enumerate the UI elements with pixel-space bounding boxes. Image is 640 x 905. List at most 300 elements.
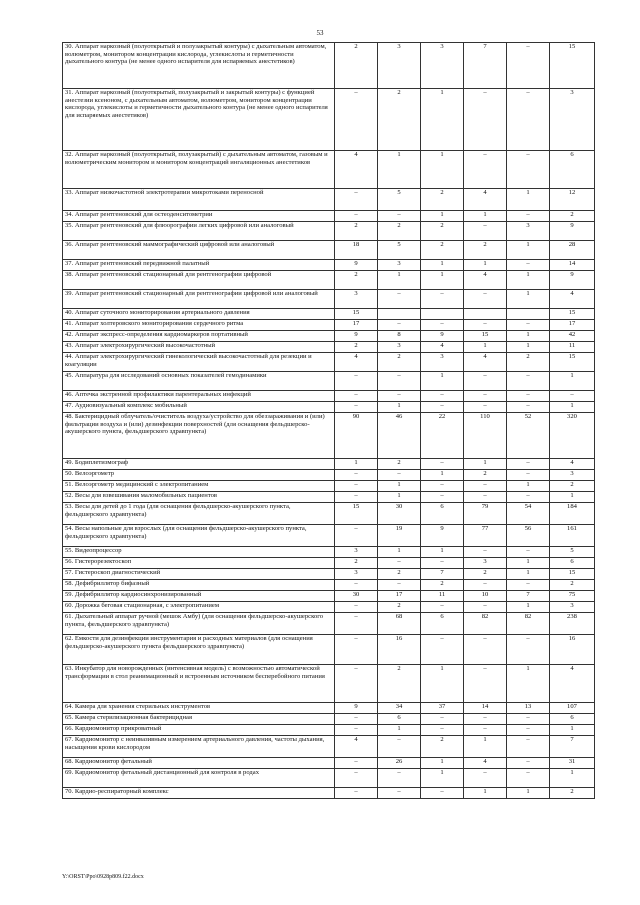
item-name: Аппарат рентгеновский стационарный для рентгенографии цифровой bbox=[74, 271, 272, 278]
quantity-cell: 2 bbox=[421, 241, 464, 260]
quantity-cell: 26 bbox=[378, 758, 421, 769]
quantity-cell: – bbox=[335, 714, 378, 725]
total-cell: 16 bbox=[550, 635, 595, 665]
item-name-cell bbox=[63, 569, 335, 580]
quantity-cell: 1 bbox=[507, 241, 550, 260]
item-name: Аппарат рентгеновский стационарный для рентгенографии цифровой или аналоговый bbox=[74, 290, 318, 297]
item-name: Весы для детей до 1 года (для оснащения фельдшерско-акушерского пункта, фельдшерского здравпункта) bbox=[65, 503, 291, 518]
quantity-cell: 4 bbox=[335, 151, 378, 189]
quantity-cell: – bbox=[335, 525, 378, 547]
quantity-cell: 82 bbox=[507, 613, 550, 635]
quantity-cell: 1 bbox=[421, 758, 464, 769]
quantity-cell: 54 bbox=[507, 503, 550, 525]
item-name-cell bbox=[63, 602, 335, 613]
table-row bbox=[63, 260, 595, 271]
quantity-cell: 1 bbox=[464, 788, 507, 799]
item-name-cell bbox=[63, 309, 335, 320]
total-cell: 5 bbox=[550, 547, 595, 558]
table-row bbox=[63, 492, 595, 503]
quantity-cell: – bbox=[421, 492, 464, 503]
item-name-cell bbox=[63, 342, 335, 353]
item-name-cell bbox=[63, 580, 335, 591]
quantity-cell: – bbox=[335, 788, 378, 799]
item-number: 68. bbox=[65, 758, 74, 765]
total-cell: 3 bbox=[550, 89, 595, 151]
item-name-cell bbox=[63, 769, 335, 788]
quantity-cell: – bbox=[507, 769, 550, 788]
quantity-cell: – bbox=[335, 402, 378, 413]
quantity-cell: 9 bbox=[421, 525, 464, 547]
item-name-cell bbox=[63, 353, 335, 372]
item-number: 50. bbox=[65, 470, 74, 477]
quantity-cell: 1 bbox=[507, 665, 550, 703]
item-number: 63. bbox=[65, 665, 74, 672]
table-row bbox=[63, 569, 595, 580]
quantity-cell: 2 bbox=[335, 271, 378, 290]
quantity-cell: – bbox=[507, 151, 550, 189]
table-row bbox=[63, 372, 595, 391]
quantity-cell: 90 bbox=[335, 413, 378, 459]
quantity-cell: 11 bbox=[421, 591, 464, 602]
quantity-cell: 2 bbox=[464, 241, 507, 260]
quantity-cell: – bbox=[464, 492, 507, 503]
item-number: 33. bbox=[65, 189, 74, 196]
table-row bbox=[63, 613, 595, 635]
total-cell: 3 bbox=[550, 602, 595, 613]
quantity-cell: – bbox=[507, 89, 550, 151]
quantity-cell: – bbox=[464, 580, 507, 591]
quantity-cell: 9 bbox=[335, 703, 378, 714]
item-name: Инкубатор для новорожденных (интенсивная модель) с возможностью автоматической трансформации в стол реанимационный и встроенным источником бесперебойного питания bbox=[65, 665, 325, 680]
quantity-cell: 46 bbox=[378, 413, 421, 459]
quantity-cell: 2 bbox=[378, 222, 421, 241]
quantity-cell: 15 bbox=[335, 309, 378, 320]
quantity-cell: 4 bbox=[464, 189, 507, 211]
table-row bbox=[63, 591, 595, 602]
quantity-cell: 4 bbox=[335, 736, 378, 758]
item-name-cell bbox=[63, 413, 335, 459]
quantity-cell: – bbox=[335, 769, 378, 788]
quantity-cell: 3 bbox=[335, 290, 378, 309]
quantity-cell: 18 bbox=[335, 241, 378, 260]
item-name: Камера для хранения стерильных инструментов bbox=[74, 703, 211, 710]
quantity-cell: 2 bbox=[335, 342, 378, 353]
quantity-cell: – bbox=[464, 89, 507, 151]
quantity-cell: – bbox=[507, 211, 550, 222]
table-row bbox=[63, 391, 595, 402]
quantity-cell: 2 bbox=[378, 459, 421, 470]
item-number: 49. bbox=[65, 459, 74, 466]
quantity-cell: – bbox=[507, 391, 550, 402]
quantity-cell: 1 bbox=[421, 89, 464, 151]
item-number: 39. bbox=[65, 290, 74, 297]
item-name-cell bbox=[63, 503, 335, 525]
quantity-cell: 2 bbox=[378, 665, 421, 703]
total-cell: 1 bbox=[550, 769, 595, 788]
item-number: 36. bbox=[65, 241, 74, 248]
item-number: 59. bbox=[65, 591, 74, 598]
quantity-cell: 1 bbox=[507, 189, 550, 211]
item-name: Камера стерилизационная бактерицидная bbox=[74, 714, 192, 721]
item-number: 56. bbox=[65, 558, 74, 565]
item-name: Дефибриллятор кардиосинхронизированный bbox=[74, 591, 202, 598]
table-row bbox=[63, 353, 595, 372]
quantity-cell: – bbox=[464, 769, 507, 788]
total-cell: 15 bbox=[550, 569, 595, 580]
quantity-cell: – bbox=[507, 725, 550, 736]
quantity-cell: 9 bbox=[335, 331, 378, 342]
quantity-cell: 3 bbox=[378, 260, 421, 271]
quantity-cell: – bbox=[378, 769, 421, 788]
item-name: Кардиомонитор прикроватный bbox=[74, 725, 162, 732]
quantity-cell: 2 bbox=[421, 580, 464, 591]
item-name-cell bbox=[63, 189, 335, 211]
item-name: Аудиовизуальный комплекс мобильный bbox=[74, 402, 187, 409]
item-name: Аппарат рентгеновский для флюорографии легких цифровой или аналоговый bbox=[74, 222, 294, 229]
item-name: Аппарат рентгеновский маммографический цифровой или аналоговый bbox=[74, 241, 275, 248]
item-name: Аппарат наркозный (полуоткрытый, полузакрытый) с дыхательным автоматом, газовым и волюметрическим монитором и монитором концентраций ингаляционных анестетиков bbox=[65, 151, 328, 166]
quantity-cell: – bbox=[335, 580, 378, 591]
quantity-cell: – bbox=[464, 602, 507, 613]
item-name-cell bbox=[63, 290, 335, 309]
quantity-cell: 19 bbox=[378, 525, 421, 547]
quantity-cell: – bbox=[378, 290, 421, 309]
item-name-cell bbox=[63, 372, 335, 391]
item-name-cell bbox=[63, 320, 335, 331]
quantity-cell: – bbox=[335, 481, 378, 492]
table-row bbox=[63, 309, 595, 320]
item-name-cell bbox=[63, 260, 335, 271]
item-name-cell bbox=[63, 758, 335, 769]
total-cell: 238 bbox=[550, 613, 595, 635]
item-number: 48. bbox=[65, 413, 74, 420]
quantity-cell bbox=[464, 309, 507, 320]
quantity-cell: 1 bbox=[421, 547, 464, 558]
quantity-cell: – bbox=[507, 714, 550, 725]
item-number: 64. bbox=[65, 703, 74, 710]
item-name: Велоэргометр медицинский с электропитанием bbox=[74, 481, 209, 488]
quantity-cell: – bbox=[335, 635, 378, 665]
item-name: Дорожка беговая стационарная, с электропитанием bbox=[74, 602, 220, 609]
table-row bbox=[63, 320, 595, 331]
quantity-cell: – bbox=[464, 665, 507, 703]
item-name: Гистерорезектоскоп bbox=[74, 558, 132, 565]
quantity-cell: 1 bbox=[378, 547, 421, 558]
quantity-cell: 5 bbox=[378, 241, 421, 260]
table-row bbox=[63, 241, 595, 260]
total-cell: 4 bbox=[550, 459, 595, 470]
quantity-cell: 1 bbox=[464, 211, 507, 222]
quantity-cell: – bbox=[421, 558, 464, 569]
quantity-cell: – bbox=[464, 372, 507, 391]
quantity-cell: 34 bbox=[378, 703, 421, 714]
quantity-cell: – bbox=[507, 547, 550, 558]
quantity-cell: – bbox=[507, 736, 550, 758]
item-name: Емкости для дезинфекции инструментария и расходных материалов (для оснащения фельдшерско-акушерского пункта фельдшерского здравпункта) bbox=[65, 635, 313, 650]
item-name-cell bbox=[63, 725, 335, 736]
item-number: 61. bbox=[65, 613, 74, 620]
table-row bbox=[63, 151, 595, 189]
quantity-cell: – bbox=[464, 547, 507, 558]
table-row bbox=[63, 769, 595, 788]
quantity-cell: 16 bbox=[378, 635, 421, 665]
quantity-cell: 9 bbox=[421, 331, 464, 342]
item-name-cell bbox=[63, 736, 335, 758]
quantity-cell: 2 bbox=[421, 736, 464, 758]
total-cell: 15 bbox=[550, 353, 595, 372]
quantity-cell: 17 bbox=[378, 591, 421, 602]
item-name: Велоэргометр bbox=[74, 470, 115, 477]
item-number: 37. bbox=[65, 260, 74, 267]
quantity-cell: 2 bbox=[335, 43, 378, 89]
quantity-cell: – bbox=[464, 725, 507, 736]
quantity-cell: 17 bbox=[335, 320, 378, 331]
quantity-cell: 3 bbox=[378, 342, 421, 353]
quantity-cell: 4 bbox=[464, 271, 507, 290]
total-cell: 12 bbox=[550, 189, 595, 211]
quantity-cell: – bbox=[378, 736, 421, 758]
table-row bbox=[63, 635, 595, 665]
item-number: 47. bbox=[65, 402, 74, 409]
item-name-cell bbox=[63, 613, 335, 635]
total-cell: 17 bbox=[550, 320, 595, 331]
quantity-cell: 6 bbox=[378, 714, 421, 725]
table-row bbox=[63, 402, 595, 413]
quantity-cell: 4 bbox=[464, 758, 507, 769]
total-cell: 2 bbox=[550, 788, 595, 799]
item-number: 60. bbox=[65, 602, 74, 609]
quantity-cell: – bbox=[335, 725, 378, 736]
quantity-cell: – bbox=[507, 260, 550, 271]
quantity-cell: 2 bbox=[421, 189, 464, 211]
quantity-cell: 2 bbox=[378, 602, 421, 613]
quantity-cell: – bbox=[421, 459, 464, 470]
item-name-cell bbox=[63, 665, 335, 703]
quantity-cell: 1 bbox=[507, 342, 550, 353]
quantity-cell: 1 bbox=[378, 725, 421, 736]
quantity-cell: 1 bbox=[507, 788, 550, 799]
total-cell: 42 bbox=[550, 331, 595, 342]
quantity-cell: 5 bbox=[378, 189, 421, 211]
quantity-cell: – bbox=[464, 151, 507, 189]
quantity-cell: – bbox=[464, 290, 507, 309]
item-number: 52. bbox=[65, 492, 74, 499]
quantity-cell: – bbox=[378, 558, 421, 569]
quantity-cell: – bbox=[507, 492, 550, 503]
total-cell: 7 bbox=[550, 736, 595, 758]
quantity-cell: 2 bbox=[507, 353, 550, 372]
quantity-cell: 14 bbox=[464, 703, 507, 714]
quantity-cell: – bbox=[335, 665, 378, 703]
quantity-cell: – bbox=[421, 602, 464, 613]
quantity-cell: 1 bbox=[421, 260, 464, 271]
quantity-cell: 1 bbox=[507, 331, 550, 342]
table-row bbox=[63, 290, 595, 309]
item-name-cell bbox=[63, 459, 335, 470]
total-cell: 15 bbox=[550, 43, 595, 89]
table-row bbox=[63, 331, 595, 342]
quantity-cell: 1 bbox=[507, 602, 550, 613]
quantity-cell: 2 bbox=[378, 353, 421, 372]
quantity-cell: – bbox=[464, 481, 507, 492]
quantity-cell: 13 bbox=[507, 703, 550, 714]
item-name-cell bbox=[63, 151, 335, 189]
quantity-cell: – bbox=[464, 714, 507, 725]
quantity-cell: 9 bbox=[335, 260, 378, 271]
item-name: Кардиомонитор фетальный bbox=[74, 758, 152, 765]
item-name: Гистероскоп диагностический bbox=[74, 569, 161, 576]
equipment-table bbox=[62, 42, 595, 799]
quantity-cell: 30 bbox=[378, 503, 421, 525]
total-cell: 1 bbox=[550, 372, 595, 391]
total-cell: 9 bbox=[550, 271, 595, 290]
item-number: 45. bbox=[65, 372, 74, 379]
quantity-cell: 15 bbox=[335, 503, 378, 525]
quantity-cell bbox=[378, 309, 421, 320]
total-cell: 4 bbox=[550, 665, 595, 703]
item-name-cell bbox=[63, 89, 335, 151]
item-name: Кардио-респираторный комплекс bbox=[74, 788, 169, 795]
quantity-cell: 1 bbox=[464, 736, 507, 758]
item-name: Дефибриллятор бифазный bbox=[74, 580, 150, 587]
quantity-cell: – bbox=[507, 635, 550, 665]
table-row bbox=[63, 211, 595, 222]
total-cell: 6 bbox=[550, 714, 595, 725]
item-number: 43. bbox=[65, 342, 74, 349]
quantity-cell: 4 bbox=[421, 342, 464, 353]
quantity-cell: 2 bbox=[421, 222, 464, 241]
item-name: Аппарат наркозный (полуоткрытый и полузакрытый контуры) с дыхательным автоматом, волюметром, монитором концентрации кислорода, углекислоты и герметичности дыхательного контура (не менее одного испарителя для испаряемых анестетиков) bbox=[65, 43, 327, 66]
quantity-cell: – bbox=[421, 725, 464, 736]
quantity-cell: 4 bbox=[335, 353, 378, 372]
item-number: 53. bbox=[65, 503, 74, 510]
quantity-cell: – bbox=[421, 320, 464, 331]
quantity-cell: – bbox=[421, 290, 464, 309]
quantity-cell: – bbox=[335, 189, 378, 211]
quantity-cell: – bbox=[378, 372, 421, 391]
quantity-cell: 1 bbox=[378, 492, 421, 503]
item-name: Бодиплетизмограф bbox=[74, 459, 129, 466]
quantity-cell: – bbox=[421, 635, 464, 665]
quantity-cell: – bbox=[507, 758, 550, 769]
table-row bbox=[63, 189, 595, 211]
quantity-cell: – bbox=[335, 470, 378, 481]
item-number: 31. bbox=[65, 89, 74, 96]
quantity-cell: 3 bbox=[378, 43, 421, 89]
quantity-cell: 22 bbox=[421, 413, 464, 459]
quantity-cell: 6 bbox=[421, 613, 464, 635]
item-name: Аппарат низкочастотной электротерапии микротоками переносной bbox=[74, 189, 264, 196]
quantity-cell: 1 bbox=[421, 665, 464, 703]
total-cell: 161 bbox=[550, 525, 595, 547]
quantity-cell: 52 bbox=[507, 413, 550, 459]
total-cell: 15 bbox=[550, 309, 595, 320]
table-row bbox=[63, 271, 595, 290]
item-name-cell bbox=[63, 492, 335, 503]
item-name-cell bbox=[63, 43, 335, 89]
total-cell: 9 bbox=[550, 222, 595, 241]
item-number: 62. bbox=[65, 635, 74, 642]
quantity-cell: – bbox=[378, 320, 421, 331]
item-name-cell bbox=[63, 331, 335, 342]
quantity-cell: 3 bbox=[335, 569, 378, 580]
quantity-cell: 4 bbox=[464, 353, 507, 372]
quantity-cell: – bbox=[464, 402, 507, 413]
quantity-cell: – bbox=[464, 391, 507, 402]
item-number: 42. bbox=[65, 331, 74, 338]
item-number: 66. bbox=[65, 725, 74, 732]
item-name: Аппаратура для исследований основных показателей гемодинамики bbox=[74, 372, 267, 379]
quantity-cell: 7 bbox=[507, 591, 550, 602]
item-number: 32. bbox=[65, 151, 74, 158]
total-cell: 14 bbox=[550, 260, 595, 271]
item-name-cell bbox=[63, 558, 335, 569]
table-row bbox=[63, 222, 595, 241]
quantity-cell: – bbox=[507, 402, 550, 413]
total-cell: 2 bbox=[550, 481, 595, 492]
quantity-cell: – bbox=[378, 211, 421, 222]
item-name-cell bbox=[63, 591, 335, 602]
quantity-cell: 68 bbox=[378, 613, 421, 635]
item-number: 69. bbox=[65, 769, 74, 776]
file-path-footer: Y:\ORST\Ppo\0928p809.f22.docx bbox=[62, 874, 144, 880]
item-name-cell bbox=[63, 222, 335, 241]
item-name: Весы для взвешивания маломобильных пациентов bbox=[74, 492, 218, 499]
quantity-cell: 1 bbox=[507, 558, 550, 569]
total-cell: 1 bbox=[550, 725, 595, 736]
quantity-cell: 3 bbox=[421, 43, 464, 89]
quantity-cell: 2 bbox=[464, 470, 507, 481]
quantity-cell: 6 bbox=[421, 503, 464, 525]
item-name-cell bbox=[63, 211, 335, 222]
quantity-cell: 2 bbox=[335, 558, 378, 569]
quantity-cell: – bbox=[507, 320, 550, 331]
item-name-cell bbox=[63, 703, 335, 714]
item-number: 30. bbox=[65, 43, 74, 50]
quantity-cell: – bbox=[464, 635, 507, 665]
quantity-cell: 77 bbox=[464, 525, 507, 547]
item-number: 34. bbox=[65, 211, 74, 218]
quantity-cell: 7 bbox=[464, 43, 507, 89]
table-row bbox=[63, 342, 595, 353]
total-cell: 1 bbox=[550, 492, 595, 503]
quantity-cell: 1 bbox=[378, 402, 421, 413]
total-cell: 107 bbox=[550, 703, 595, 714]
total-cell: 3 bbox=[550, 470, 595, 481]
item-number: 67. bbox=[65, 736, 74, 743]
item-name-cell bbox=[63, 525, 335, 547]
table-row bbox=[63, 43, 595, 89]
table-row bbox=[63, 470, 595, 481]
quantity-cell: 3 bbox=[507, 222, 550, 241]
item-number: 51. bbox=[65, 481, 74, 488]
table-row bbox=[63, 788, 595, 799]
quantity-cell: – bbox=[421, 714, 464, 725]
table-row bbox=[63, 558, 595, 569]
item-number: 57. bbox=[65, 569, 74, 576]
quantity-cell: 7 bbox=[421, 569, 464, 580]
quantity-cell: – bbox=[335, 391, 378, 402]
item-number: 35. bbox=[65, 222, 74, 229]
quantity-cell: 1 bbox=[421, 151, 464, 189]
item-name-cell bbox=[63, 481, 335, 492]
quantity-cell bbox=[507, 309, 550, 320]
quantity-cell: – bbox=[421, 391, 464, 402]
quantity-cell: 110 bbox=[464, 413, 507, 459]
quantity-cell: 1 bbox=[464, 260, 507, 271]
page-number: 53 bbox=[316, 29, 324, 37]
item-number: 58. bbox=[65, 580, 74, 587]
